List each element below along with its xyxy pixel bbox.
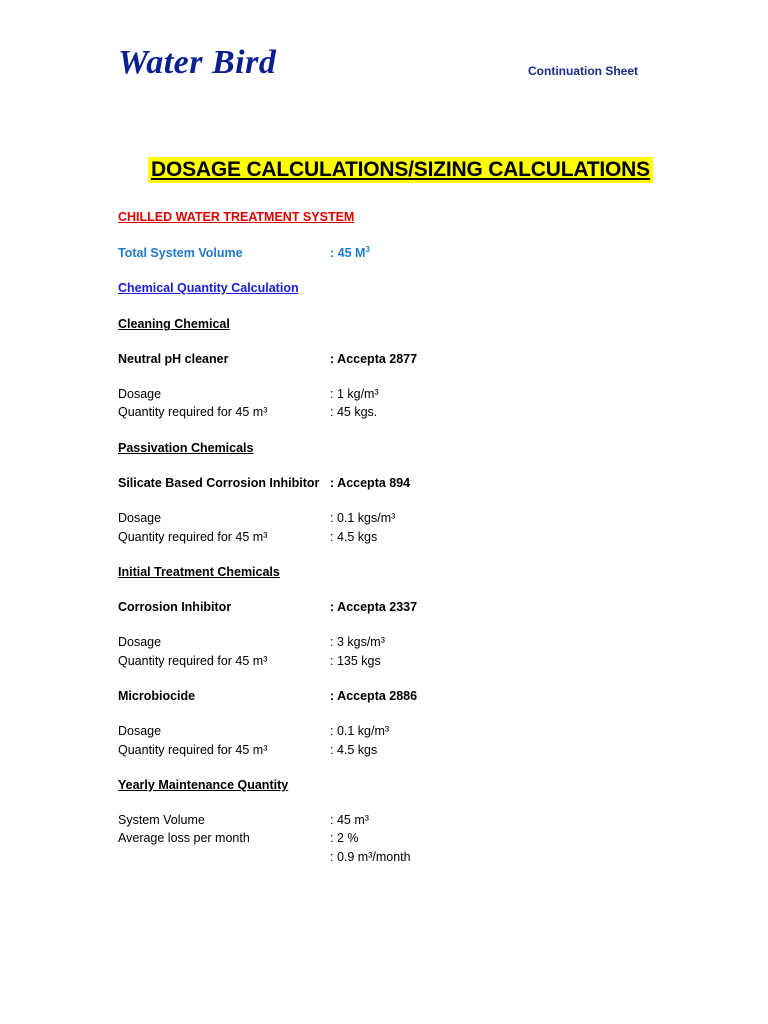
passivation-dosage-label: Dosage <box>118 511 162 525</box>
passivation-qty-value: : 4.5 kgs <box>330 530 378 544</box>
microbiocide-dosage-label: Dosage <box>118 724 162 738</box>
yearly-loss-label: Average loss per month <box>118 831 250 845</box>
system-heading: CHILLED WATER TREATMENT SYSTEM <box>118 210 355 224</box>
microbiocide-product-value: : Accepta 2886 <box>330 689 418 703</box>
corrosion-dosage-label: Dosage <box>118 635 162 649</box>
yearly-loss-volume-value: : 0.9 m³/month <box>330 850 411 864</box>
total-volume-value: : 45 $M^3$ <box>330 245 370 260</box>
corrosion-qty-label: Quantity required for 45 m³ <box>118 654 268 668</box>
company-logo: Water Bird <box>118 44 277 81</box>
passivation-product-value: : Accepta 894 <box>330 476 411 490</box>
continuation-sheet-label: Continuation Sheet <box>528 64 638 78</box>
corrosion-qty-value: : 135 kgs <box>330 654 381 668</box>
initial-heading: Initial Treatment Chemicals <box>118 565 280 579</box>
chemical-calc-heading: Chemical Quantity Calculation <box>118 281 299 295</box>
page-title: DOSAGE CALCULATIONS/SIZING CALCULATIONS <box>148 157 653 183</box>
corrosion-dosage-value: : 3 kgs/m³ <box>330 635 385 649</box>
cleaning-dosage-label: Dosage <box>118 387 162 401</box>
yearly-loss-value: : 2 % <box>330 831 359 845</box>
cleaning-qty-value: : 45 kgs. <box>330 405 378 419</box>
yearly-volume-value: : 45 m³ <box>330 813 369 827</box>
microbiocide-qty-label: Quantity required for 45 m³ <box>118 743 268 757</box>
cleaning-product-label: Neutral pH cleaner <box>118 352 229 366</box>
microbiocide-dosage-value: : 0.1 kg/m³ <box>330 724 390 738</box>
cleaning-dosage-value: : 1 kg/m³ <box>330 387 379 401</box>
passivation-heading: Passivation Chemicals <box>118 441 254 455</box>
passivation-product-label: Silicate Based Corrosion Inhibitor <box>118 476 320 490</box>
microbiocide-product-label: Microbiocide <box>118 689 196 703</box>
cleaning-heading: Cleaning Chemical <box>118 317 230 331</box>
corrosion-product-label: Corrosion Inhibitor <box>118 600 232 614</box>
passivation-qty-label: Quantity required for 45 m³ <box>118 530 268 544</box>
yearly-volume-label: System Volume <box>118 813 205 827</box>
cleaning-product-value: : Accepta 2877 <box>330 352 418 366</box>
cleaning-qty-label: Quantity required for 45 m³ <box>118 405 268 419</box>
microbiocide-qty-value: : 4.5 kgs <box>330 743 378 757</box>
yearly-heading: Yearly Maintenance Quantity <box>118 778 289 792</box>
passivation-dosage-value: : 0.1 kgs/m³ <box>330 511 396 525</box>
corrosion-product-value: : Accepta 2337 <box>330 600 418 614</box>
total-volume-label: Total System Volume <box>118 246 243 260</box>
